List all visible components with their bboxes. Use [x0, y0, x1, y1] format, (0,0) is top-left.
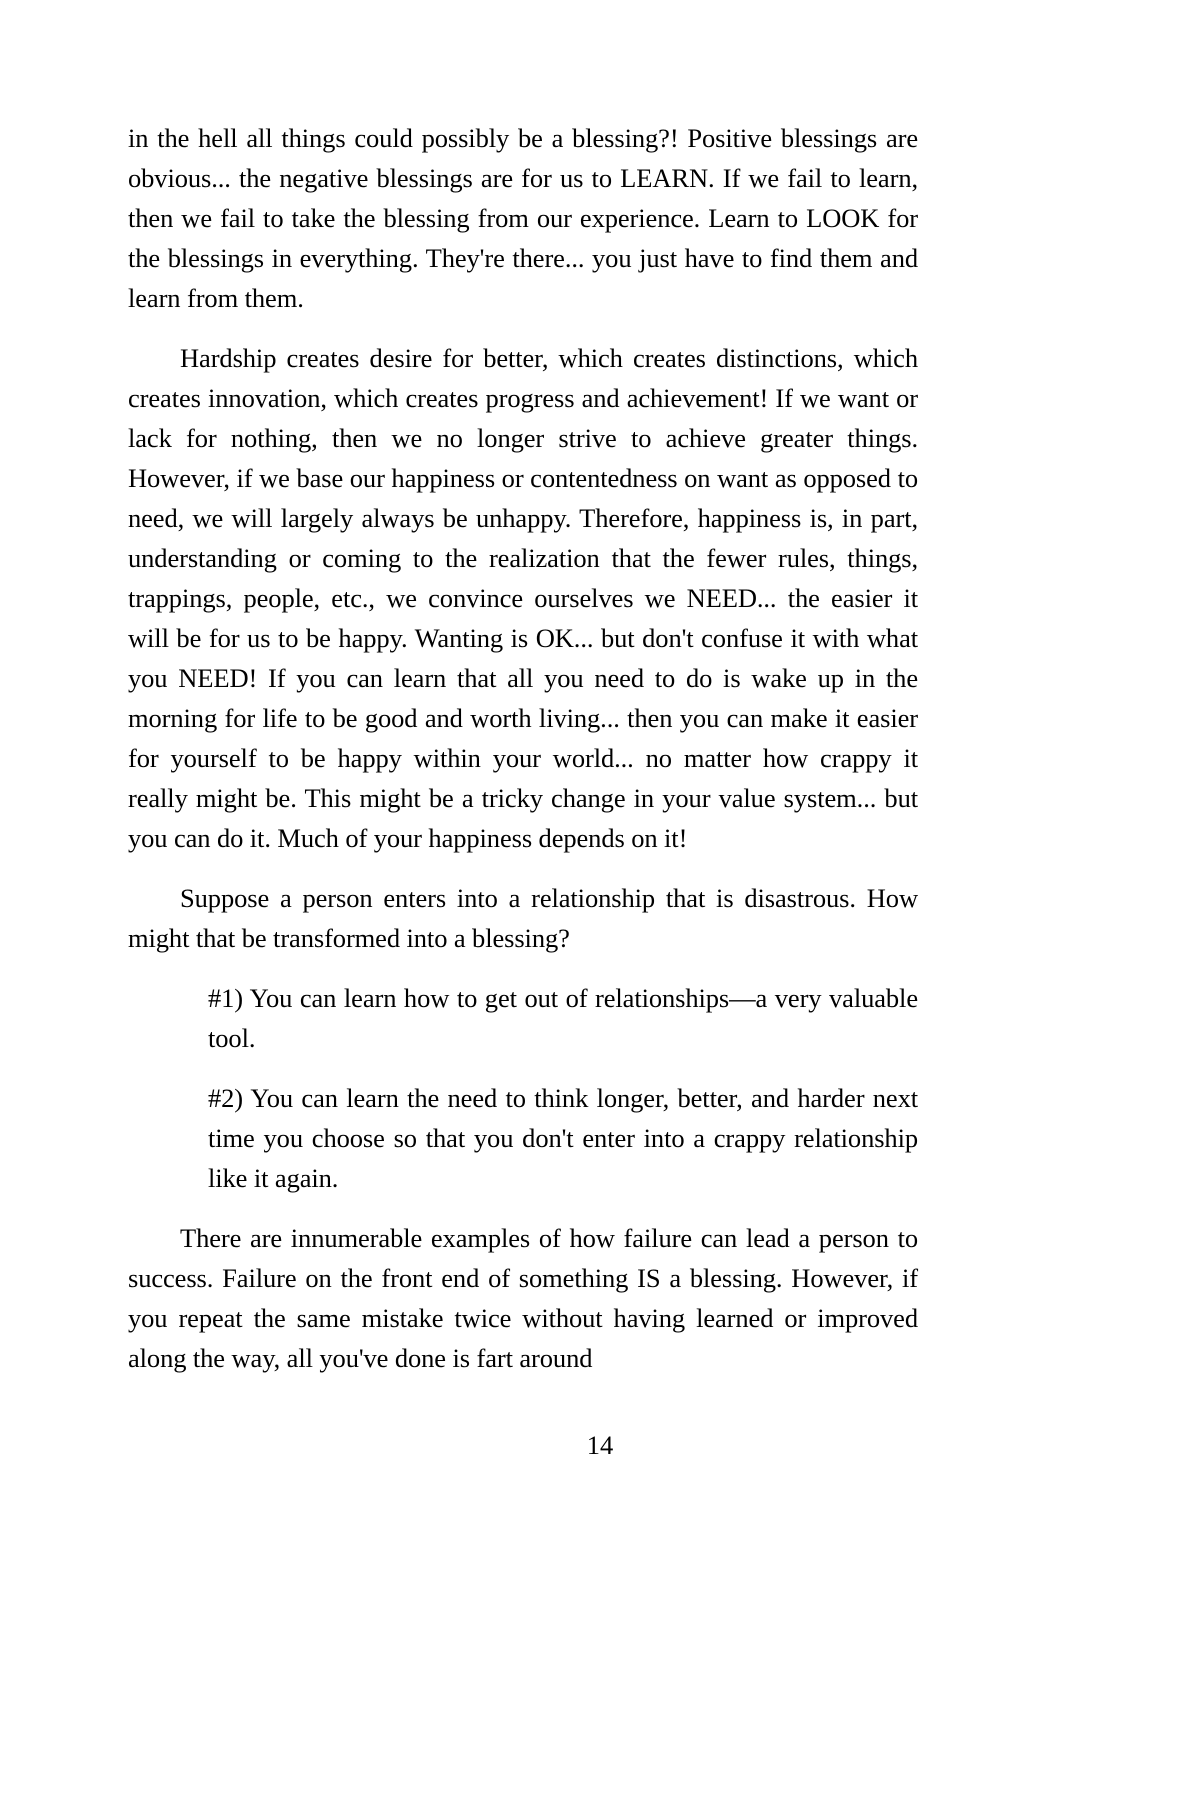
list-item: #2) You can learn the need to think longer, better, and harder next time you choose so that you don't enter into a crappy relationship like it again.	[208, 1083, 918, 1193]
numbered-list	[208, 978, 918, 1198]
paragraph-suppose: Suppose a person enters into a relationship that is disastrous. How might that be transformed into a blessing?	[128, 883, 918, 953]
paragraph-continuation: in the hell all things could possibly be a blessing?! Positive blessings are obvious... the negative blessings are for us to LEARN. If we fail to learn, then we fail to take the blessing from our experience. Learn to LOOK for the blessings in everything. They're there... you just have to find them and learn from them.	[128, 123, 918, 313]
paragraph-hardship: Hardship creates desire for better, which creates distinctions, which creates innovation, which creates progress and achievement! If we want or lack for nothing, then we no longer strive to achieve greater things. However, if we base our happiness or contentedness on want as opposed to need, we will largely always be unhappy. Therefore, happiness is, in part, understanding or coming to the realization that the fewer rules, things, trappings, people, etc., we convince ourselves we NEED... the easier it will be for us to be happy. Wanting is OK... but don't confuse it with what you NEED! If you can learn that all you need to do is wake up in the morning for life to be good and worth living... then you can make it easier for yourself to be happy within your world... no matter how crappy it really might be. This might be a tricky change in your value system... but you can do it. Much of your happiness depends on it!	[128, 343, 918, 853]
page-number: 14	[586, 1430, 614, 1460]
list-item: #1) You can learn how to get out of relationships—a very valuable tool.	[208, 983, 918, 1053]
text-column	[128, 118, 918, 1378]
paragraph-innumerable: There are innumerable examples of how failure can lead a person to success. Failure on the front end of something IS a blessing. However, if you repeat the same mistake twice without having learned or improved along the way, all you've done is fart around	[128, 1223, 918, 1373]
